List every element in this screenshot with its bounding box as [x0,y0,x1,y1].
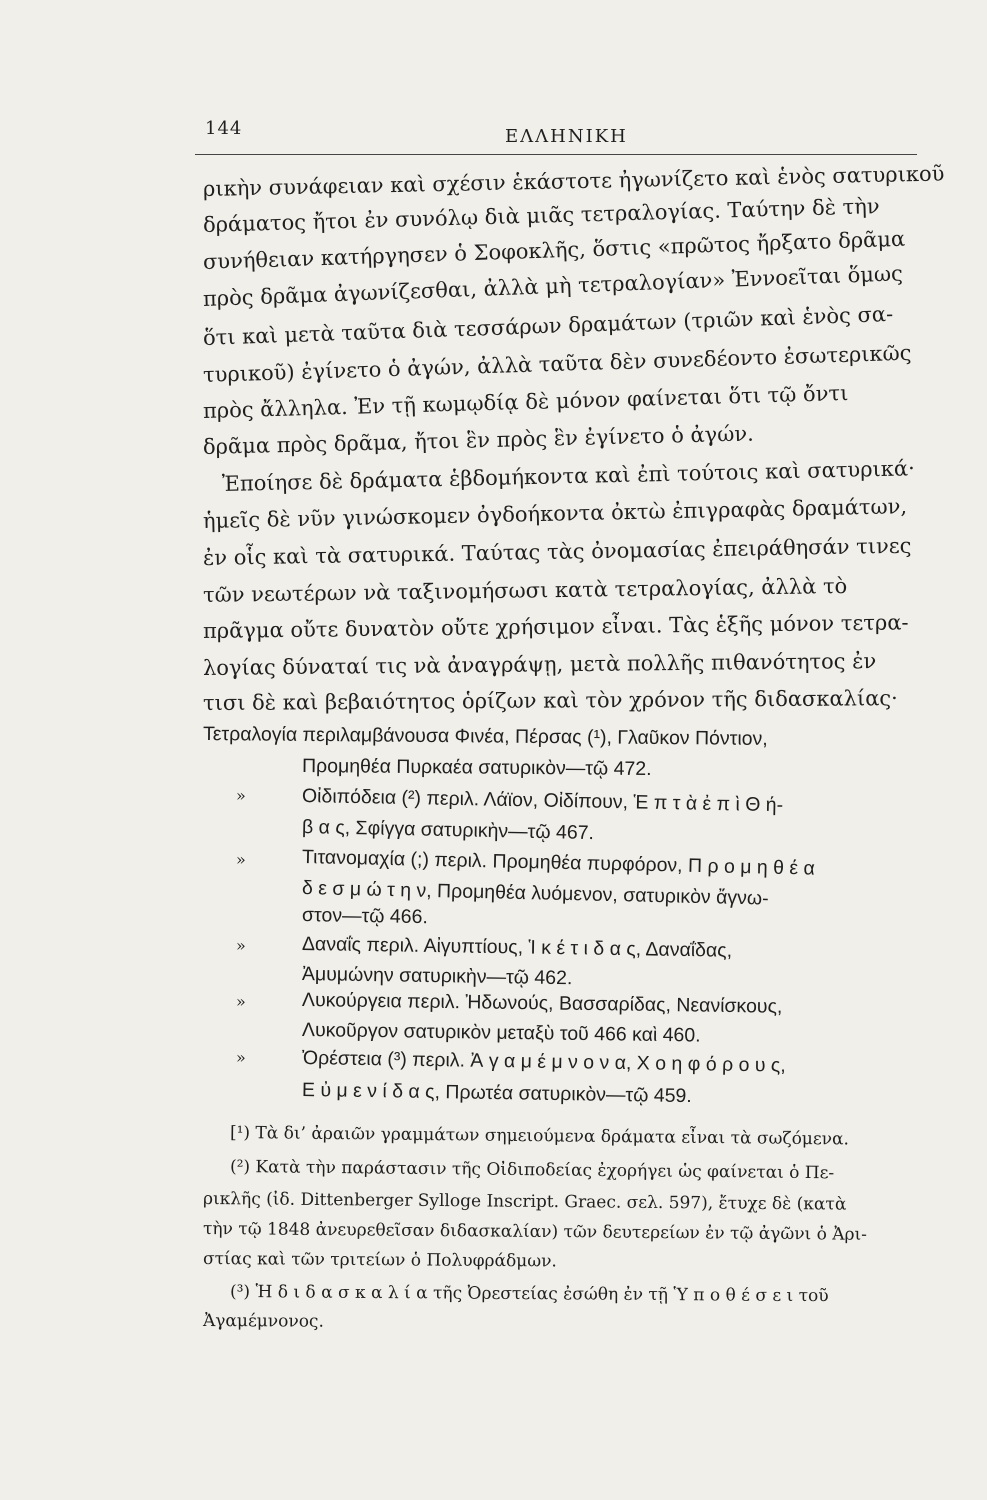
tetralogy-line: Τετραλογία περιλαμβάνουσα Φινέα, Πέρσας (¹), Γλαῦκον Πόντιον, [202,723,768,750]
running-title: ΕΛΛΗΝΙΚΗ [505,126,628,147]
footnote-line: (³) Ἡ δ ι δ α σ κ α λ ί α τῆς Ὀρεστείας ἐσώθη ἐν τῇ Ὑ π ο θ έ σ ε ι τοῦ [229,1282,829,1307]
footnote-line: στίας καὶ τῶν τριτείων ὁ Πολυφράδμων. [202,1249,557,1272]
body-line: τισι δὲ καὶ βεβαιότητος ὁρίζων καὶ τὸν χρόνον τῆς διδασκαλίας· [202,686,898,715]
body-line: πρὸς δρᾶμα ἀγωνίζεσθαι, ἀλλὰ μὴ τετραλογίαν» Ἐννοεῖται ὅμως [202,261,904,311]
footnote-line: ρικλῆς (ἰδ. Dittenberger Sylloge Inscript. Graec. σελ. 597), ἔτυχε δὲ (κατὰ [202,1189,847,1215]
ditto-mark: » [236,992,246,1011]
footnote-line: [¹) Τὰ δι’ ἀραιῶν γραμμάτων σημειούμενα δράματα εἶναι τὰ σωζόμενα. [229,1123,850,1150]
body-line: τυρικοῦ) ἐγίνετο ὁ ἀγών, ἀλλὰ ταῦτα δὲν συνεδέοντο ἐσωτερικῶς [202,340,912,387]
body-line: ὅτι καὶ μετὰ ταῦτα διὰ τεσσάρων δραμάτων (τριῶν καὶ ἑνὸς σα- [202,301,894,350]
body-line: πρᾶγμα οὔτε δυνατὸν οὔτε χρήσιμον εἶναι. Τὰς ἑξῆς μόνον τετρα- [202,610,909,643]
tetralogy-line: Δαναΐς περιλ. Αἰγυπτίους, Ἱ κ έ τ ι δ α ς, Δαναΐδας, [301,933,733,962]
body-line: τῶν νεωτέρων νὰ ταξινομήσωσι κατὰ τετραλογίας, ἀλλὰ τὸ [202,574,848,607]
ditto-mark: » [236,786,246,805]
ditto-mark: » [236,936,246,955]
tetralogy-line: Ἀμυμώνην σατυρικὴν—τῷ 462. [301,963,573,990]
tetralogy-line: Ε ὐ μ ε ν ί δ α ς, Πρωτέα σατυρικὸν—τῷ 459. [301,1079,692,1108]
tetralogy-line: Τιτανομαχία (;) περιλ. Προμηθέα πυρφόρον, Π ρ ο μ η θ έ α [301,846,816,880]
footnote-line: Ἀγαμέμνονος. [202,1311,324,1332]
ditto-mark: » [236,1048,246,1067]
footnote-line: τὴν τῷ 1848 ἀνευρεθεῖσαν διδασκαλίαν) τῶν δευτερείων ἐν τῷ ἀγῶνι ὁ Ἀρι- [202,1219,868,1245]
body-line: λογίας δύναταί τις νὰ ἀναγράψῃ, μετὰ πολλῆς πιθανότητος ἐν [202,648,877,680]
body-line: συνήθειαν κατήργησεν ὁ Σοφοκλῆς, ὅστις «πρῶτος ἤρξατο δρᾶμα [202,226,906,274]
body-line: δρᾶμα πρὸς δρᾶμα, ἤτοι ἓν πρὸς ἓν ἐγίνετο ὁ ἀγών. [202,421,755,459]
tetralogy-line: Λυκούργεια περιλ. Ἠδωνούς, Βασσαρίδας, Νεανίσκους, [301,989,783,1018]
body-line: ἐν οἷς καὶ τὰ σατυρικά. Ταύτας τὰς ὀνομασίας ἐπειράθησάν τινες [202,533,912,570]
page-number: 144 [205,118,243,139]
body-line: Ἐποίησε δὲ δράματα ἑβδομήκοντα καὶ ἐπὶ τούτοις καὶ σατυρικά· [221,456,915,496]
tetralogy-line: Προμηθέα Πυρκαέα σατυρικὸν—τῷ 472. [301,755,652,781]
tetralogy-line: δ ε σ μ ώ τ η ν, Προμηθέα λυόμενον, σατυρικὸν ἄγνω- [301,877,769,910]
tetralogy-line: Ὀρέστεια (³) περιλ. Ἀ γ α μ έ μ ν ο ν α, Χ ο η φ ό ρ ο υ ς, [301,1047,786,1077]
header-rule [195,154,917,155]
body-line: δράματος ἤτοι ἐν συνόλῳ διὰ μιᾶς τετραλογίας. Ταύτην δὲ τὴν [202,194,880,237]
tetralogy-line: β α ς, Σφίγγα σατυρικὴν—τῷ 467. [301,816,595,845]
footnote-line: (²) Κατὰ τὴν παράστασιν τῆς Οἰδιποδείας ἐχορήγει ὡς φαίνεται ὁ Πε- [229,1157,835,1184]
body-line: πρὸς ἄλληλα. Ἐν τῇ κωμῳδίᾳ δὲ μόνον φαίνεται ὅτι τῷ ὄντι [202,380,849,423]
body-line: ρικὴν συνάφειαν καὶ σχέσιν ἑκάστοτε ἠγωνίζετο καὶ ἑνὸς σατυρικοῦ [202,161,945,201]
tetralogy-line: Λυκοῦργον σατυρικὸν μεταξὺ τοῦ 466 καὶ 460. [301,1019,701,1047]
tetralogy-line: Οἰδιπόδεια (²) περιλ. Λάϊον, Οἰδίπουν, Ἑ π τ ὰ ἐ π ὶ Θ ή- [301,785,784,817]
ditto-mark: » [236,850,246,869]
tetralogy-line: στον—τῷ 466. [301,904,429,929]
body-line: ἡμεῖς δὲ νῦν γινώσκομεν ὀγδοήκοντα ὀκτὼ ἐπιγραφὰς δραμάτων, [202,494,908,533]
